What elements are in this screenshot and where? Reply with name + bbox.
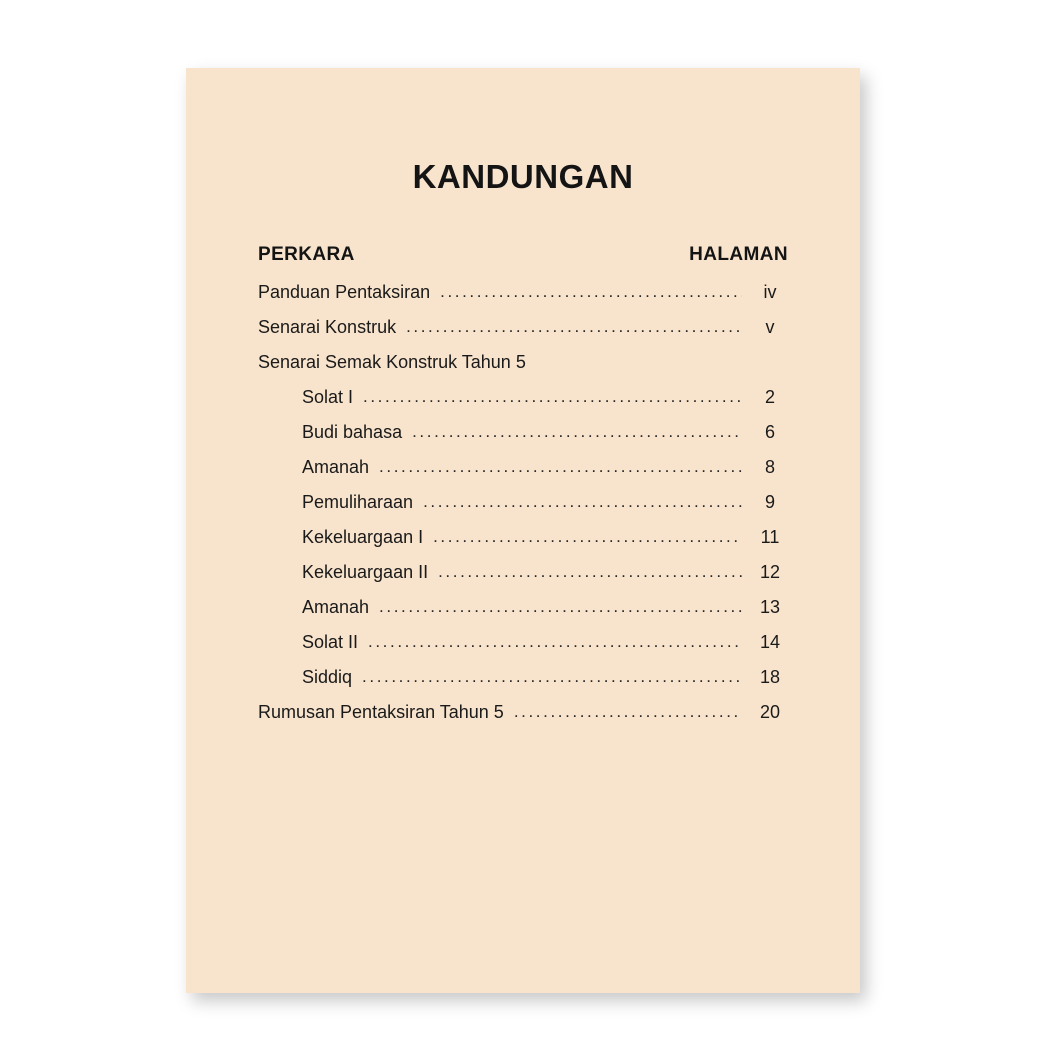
- toc-leader-dots: [379, 457, 742, 477]
- toc-entry-label: Amanah: [302, 457, 370, 477]
- toc-entry-label: Rumusan Pentaksiran Tahun 5: [258, 702, 504, 722]
- document-page: [186, 68, 860, 993]
- toc-entry-page-number: 6: [764, 422, 775, 442]
- toc-entry[interactable]: [258, 317, 788, 338]
- toc-entry-page-number: v: [765, 317, 775, 337]
- toc-entry[interactable]: [258, 562, 788, 583]
- toc-entry-label: Senarai Semak Konstruk Tahun 5: [258, 352, 526, 372]
- toc-leader-dots: [423, 492, 742, 512]
- toc-entry-page-number: 8: [764, 457, 775, 477]
- toc-leader-dots: [433, 527, 742, 547]
- toc-entry[interactable]: [258, 282, 788, 303]
- toc-entry-label: Senarai Konstruk: [258, 317, 397, 337]
- page-title: KANDUNGAN: [412, 158, 634, 195]
- toc-entry[interactable]: [258, 352, 788, 373]
- toc-rows: [258, 282, 788, 723]
- toc-entry-page-number: iv: [763, 282, 777, 302]
- toc-entry[interactable]: [258, 667, 788, 688]
- toc-entry[interactable]: [258, 492, 788, 513]
- toc-leader-dots: [363, 387, 742, 407]
- toc-header-row: [258, 244, 788, 266]
- toc-entry[interactable]: [258, 527, 788, 548]
- toc-entry-label: Kekeluargaan I: [302, 527, 424, 547]
- toc-entry-page-number: 2: [764, 387, 775, 407]
- toc-entry-page-number: 13: [759, 597, 781, 617]
- toc-entry[interactable]: [258, 387, 788, 408]
- toc-entry-label: Budi bahasa: [302, 422, 403, 442]
- toc-leader-dots: [379, 597, 742, 617]
- toc-entry-label: Amanah: [302, 597, 370, 617]
- toc-entry-label: Panduan Pentaksiran: [258, 282, 431, 302]
- toc-entry[interactable]: [258, 422, 788, 443]
- toc-leader-dots: [362, 667, 742, 687]
- toc-leader-dots: [438, 562, 742, 582]
- toc-entry-label: Kekeluargaan II: [302, 562, 429, 582]
- toc-leader-dots: [406, 317, 742, 337]
- toc-entry-label: Solat II: [302, 632, 359, 652]
- toc-entry[interactable]: [258, 702, 788, 723]
- toc-entry-label: Pemuliharaan: [302, 492, 414, 512]
- toc-entry[interactable]: [258, 457, 788, 478]
- toc-leader-dots: [368, 632, 742, 652]
- toc-entry[interactable]: [258, 597, 788, 618]
- toc-entry-page-number: 20: [759, 702, 781, 722]
- toc-leader-dots: [440, 282, 742, 302]
- toc-leader-dots: [412, 422, 742, 442]
- toc-entry-label: Solat I: [302, 387, 354, 407]
- toc-entry-page-number: 14: [759, 632, 781, 652]
- toc-header-item: PERKARA: [258, 244, 355, 265]
- toc-entry-page-number: 9: [764, 492, 775, 512]
- toc-entry-label: Siddiq: [302, 667, 353, 687]
- toc-entry-page-number: 11: [760, 527, 780, 547]
- toc-entry-page-number: 12: [759, 562, 781, 582]
- table-of-contents: [258, 244, 788, 723]
- toc-header-page: HALAMAN: [689, 244, 788, 265]
- toc-entry[interactable]: [258, 632, 788, 653]
- toc-entry-page-number: 18: [759, 667, 781, 687]
- toc-leader-dots: [514, 702, 742, 722]
